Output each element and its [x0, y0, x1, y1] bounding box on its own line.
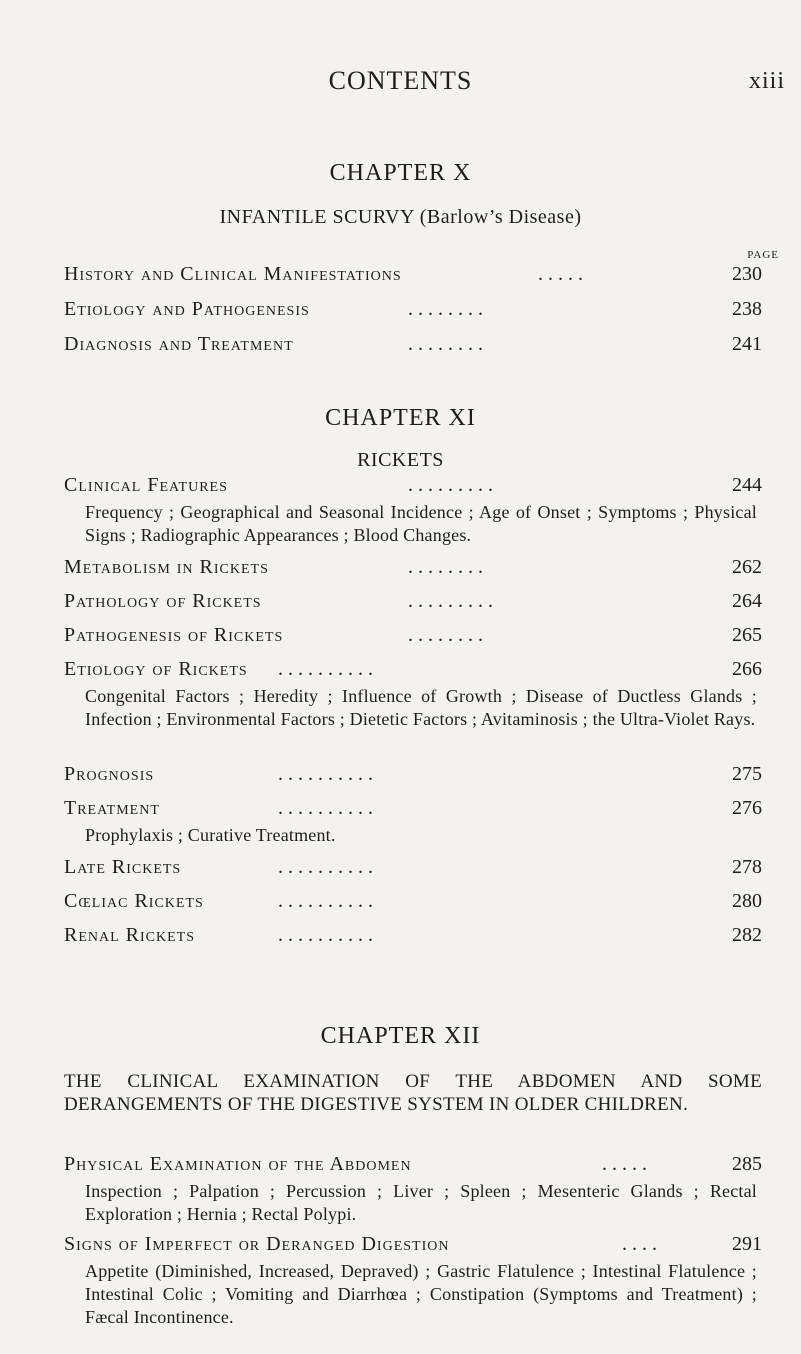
toc-entry-title: Cœliac Rickets: [64, 890, 204, 912]
toc-entry-leader-dots: . . . . . . . .: [408, 298, 483, 320]
toc-entry-page: 264: [732, 590, 762, 612]
toc-entry-page: 266: [732, 658, 762, 680]
toc-entry-leader-dots: . . . . . . . . .: [408, 474, 493, 496]
toc-entry-leader-dots: . . . . . . . . . .: [278, 856, 373, 878]
chapter-xi-heading: CHAPTER XI: [325, 405, 476, 431]
toc-entry[interactable]: [64, 590, 762, 616]
running-header-page-number: xiii: [748, 68, 785, 94]
toc-entry-title: Renal Rickets: [64, 924, 196, 946]
toc-entry[interactable]: [64, 763, 762, 789]
toc-entry-leader-dots: . . . . . . . .: [408, 333, 483, 355]
page-column-label: PAGE: [747, 249, 779, 261]
toc-entry-leader-dots: . . . . .: [602, 1153, 647, 1175]
toc-entry-page: 244: [732, 474, 762, 496]
toc-entry-page: 262: [732, 556, 762, 578]
toc-entry[interactable]: [64, 298, 762, 324]
toc-entry-page: 278: [732, 856, 762, 878]
toc-entry-leader-dots: . . . . . . . . . .: [278, 658, 373, 680]
chapter-xii-title: THE CLINICAL EXAMINATION OF THE ABDOMEN AND SOME DERANGEMENTS OF THE DIGESTIVE SYSTEM IN OLDER CHILDREN.: [64, 1071, 762, 1115]
toc-entry[interactable]: [64, 658, 762, 684]
chapter-x-title: INFANTILE SCURVY (Barlow’s Disease): [219, 206, 582, 228]
toc-entry-leader-dots: . . . . .: [538, 263, 583, 285]
toc-entry-leader-dots: . . . . . . . .: [408, 556, 483, 578]
toc-entry-page: 280: [732, 890, 762, 912]
toc-entry[interactable]: [64, 856, 762, 882]
toc-entry[interactable]: [64, 797, 762, 823]
toc-entry-title: Etiology and Pathogenesis: [64, 298, 310, 320]
toc-entry-description: Congenital Factors ; Heredity ; Influence of Growth ; Disease of Ductless Glands ; Infection ; Environmental Factors ; Dietetic Factors ; Avitaminosis ; the Ultra-Violet Rays.: [85, 686, 757, 729]
toc-entry-title: Late Rickets: [64, 856, 182, 878]
toc-entry[interactable]: [64, 1153, 762, 1179]
toc-entry-title: Diagnosis and Treatment: [64, 333, 294, 355]
chapter-x-heading: CHAPTER X: [329, 160, 472, 186]
toc-entry[interactable]: [64, 924, 762, 950]
toc-entry-leader-dots: . . . . . . . . . .: [278, 890, 373, 912]
toc-entry[interactable]: [64, 263, 762, 289]
chapter-xii-heading: CHAPTER XII: [320, 1023, 481, 1049]
toc-entry-page: 241: [732, 333, 762, 355]
toc-entry-title: Prognosis: [64, 763, 155, 785]
toc-entry-title: Signs of Imperfect or Deranged Digestion: [64, 1233, 450, 1255]
toc-entry[interactable]: [64, 624, 762, 650]
toc-entry[interactable]: [64, 474, 762, 500]
toc-entry-title: Etiology of Rickets: [64, 658, 248, 680]
toc-entry-page: 238: [732, 298, 762, 320]
toc-entry-page: 276: [732, 797, 762, 819]
toc-entry-title: Pathology of Rickets: [64, 590, 262, 612]
toc-entry-page: 265: [732, 624, 762, 646]
toc-entry-title: Pathogenesis of Rickets: [64, 624, 284, 646]
toc-entry-page: 230: [732, 263, 762, 285]
toc-entry-title: Physical Examination of the Abdomen: [64, 1153, 412, 1175]
toc-entry-page: 285: [732, 1153, 762, 1175]
toc-entry-description: Appetite (Diminished, Increased, Depraved) ; Gastric Flatulence ; Intestinal Flatulence ; Intestinal Colic ; Vomiting and Diarrhœa ; Constipation (Symptoms and Treatment) ; Fæcal Incontinence.: [85, 1261, 757, 1327]
toc-entry-leader-dots: . . . . . . . . . .: [278, 924, 373, 946]
toc-entry-description: Prophylaxis ; Curative Treatment.: [85, 825, 336, 845]
toc-entry[interactable]: [64, 333, 762, 359]
toc-entry-description: Inspection ; Palpation ; Percussion ; Liver ; Spleen ; Mesenteric Glands ; Rectal Exploration ; Hernia ; Rectal Polypi.: [85, 1181, 757, 1224]
toc-entry-leader-dots: . . . .: [622, 1233, 657, 1255]
toc-entry-page: 291: [732, 1233, 762, 1255]
chapter-xi-title: RICKETS: [357, 449, 444, 471]
toc-entry-leader-dots: . . . . . . . . . .: [278, 763, 373, 785]
toc-entry-description: Frequency ; Geographical and Seasonal Incidence ; Age of Onset ; Symptoms ; Physical Signs ; Radiographic Appearances ; Blood Changes.: [85, 502, 757, 545]
toc-entry[interactable]: [64, 1233, 762, 1259]
toc-entry[interactable]: [64, 890, 762, 916]
running-header-title: CONTENTS: [328, 66, 473, 95]
toc-entry-leader-dots: . . . . . . . . . .: [278, 797, 373, 819]
toc-entry-page: 275: [732, 763, 762, 785]
toc-entry-title: Clinical Features: [64, 474, 228, 496]
toc-entry-title: Metabolism in Rickets: [64, 556, 269, 578]
toc-entry-leader-dots: . . . . . . . .: [408, 624, 483, 646]
toc-entry-title: Treatment: [64, 797, 160, 819]
toc-entry-leader-dots: . . . . . . . . .: [408, 590, 493, 612]
toc-entry[interactable]: [64, 556, 762, 582]
toc-entry-page: 282: [732, 924, 762, 946]
toc-entry-title: History and Clinical Manifestations: [64, 263, 402, 285]
